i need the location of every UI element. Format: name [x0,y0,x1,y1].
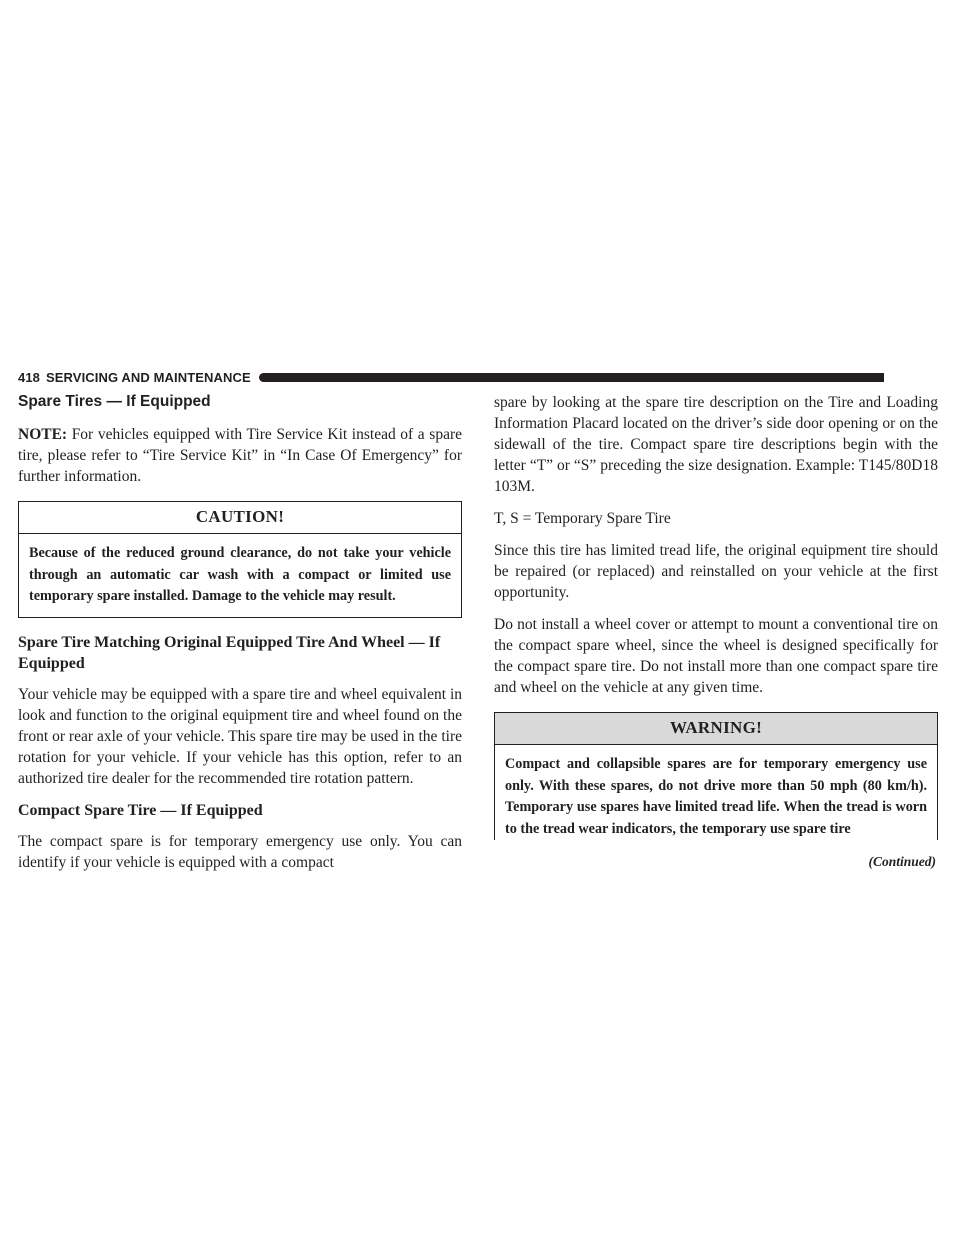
note-text: For vehicles equipped with Tire Service Kit instead of a spare tire, please refer to “Tire Service Kit” in “In Case Of Emergency” for further information. [18,426,462,485]
warning-box [494,712,938,840]
page-title: Spare Tires — If Equipped [18,393,211,410]
section-heading-matching-spare: Spare Tire Matching Original Equipped Tire And Wheel — If Equipped [18,633,441,672]
note-paragraph [18,424,462,487]
warning-text: Compact and collapsible spares are for temporary emergency use only. With these spares, do not drive more than 50 mph (80 km/h). Temporary use spares have limited tread life. When the tread is worn to the tread wear indicators, the temporary use spare tire [505,756,927,837]
caution-text: Because of the reduced ground clearance, do not take your vehicle through an automatic car wash with a compact or limited use temporary spare installed. Damage to the vehicle may result. [29,545,451,604]
wheel-cover-paragraph: Do not install a wheel cover or attempt to mount a conventional tire on the compact spare wheel, since the wheel is designed specifically for the compact spare tire. Do not install more than one compact spare tire and wheel on the vehicle at any given time. [494,616,938,696]
warning-title: WARNING! [495,713,937,745]
spare-description-paragraph: spare by looking at the spare tire description on the Tire and Loading Information Placard located on the driver’s side door opening or on the sidewall of the tire. Compact spare tire descriptions begin with the letter “T” or “S” preceding the size designation. Example: T145/80D18 103M. [494,394,938,495]
section-name: SERVICING AND MAINTENANCE [46,369,251,385]
tread-life-paragraph: Since this tire has limited tread life, the original equipment tire should be repaired (or replaced) and reinstalled on your vehicle at the first opportunity. [494,542,938,601]
temporary-spare-definition: T, S = Temporary Spare Tire [494,510,671,527]
page-header [18,369,884,385]
left-column [18,392,462,884]
compact-spare-paragraph: The compact spare is for temporary emergency use only. You can identify if your vehicle is equipped with a compact [18,832,462,871]
caution-box [18,501,462,618]
note-label: NOTE: [18,426,68,443]
right-column [494,392,938,870]
matching-spare-paragraph: Your vehicle may be equipped with a spare tire and wheel equivalent in look and function to the original equipment tire and wheel found on the front or rear axle of your vehicle. This spare tire may be used in the tire rotation for your vehicle. If your vehicle has this option, refer to an authorized tire dealer for the recommended tire rotation pattern. [18,685,462,787]
header-rule [259,373,884,382]
page-number: 418 [18,369,40,385]
caution-title: CAUTION! [19,502,461,534]
continued-label: (Continued) [868,854,936,869]
section-heading-compact-spare: Compact Spare Tire — If Equipped [18,801,263,819]
